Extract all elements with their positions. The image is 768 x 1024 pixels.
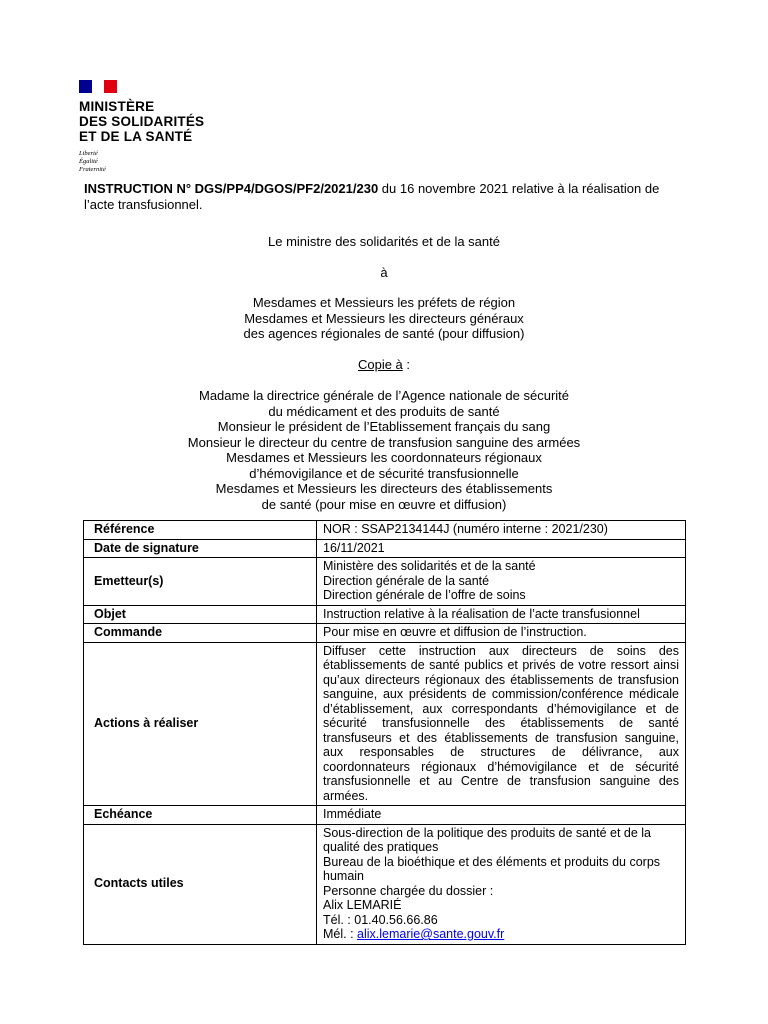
row-label: Actions à réaliser (84, 642, 317, 806)
contact-line: Sous-direction de la politique des produits de santé et de la qualité des pratiques (323, 825, 651, 854)
copy-recipient-line: Monsieur le président de l’Etablissement français du sang (217, 419, 551, 434)
email-link[interactable]: alix.lemarie@sante.gouv.fr (357, 927, 505, 941)
recipient-line: Mesdames et Messieurs les préfets de région (252, 295, 516, 310)
flag-red-band (104, 80, 117, 93)
recipient-line: des agences régionales de santé (pour diffusion) (243, 326, 525, 341)
copy-recipients (84, 388, 684, 512)
motto-line: Liberté (79, 150, 98, 157)
row-label: Commande (84, 624, 317, 643)
row-value: 16/11/2021 (317, 539, 686, 558)
sender: Le ministre des solidarités et de la santé (268, 234, 500, 249)
copy-recipient-line: de santé (pour mise en œuvre et diffusion) (261, 496, 507, 512)
instruction-subject: du 16 novembre 2021 relative à la réalisation de l’acte transfusionnel. (84, 181, 660, 212)
row-label: Emetteur(s) (84, 558, 317, 606)
to-word: à (380, 265, 388, 280)
ministry-line: DES SOLIDARITÉS (79, 114, 205, 129)
table-row-echeance (84, 806, 686, 825)
row-label: Référence (84, 521, 317, 540)
table-row-contacts (84, 824, 686, 944)
instruction-reference: INSTRUCTION N° DGS/PP4/DGOS/PF2/2021/230 (84, 181, 379, 196)
recipient-line: Mesdames et Messieurs les directeurs généraux (244, 310, 524, 326)
copy-recipient-line: Mesdames et Messieurs les directeurs des établissements (215, 481, 553, 496)
emetteur-line: Ministère des solidarités et de la santé (323, 559, 536, 573)
ministry-name (79, 99, 219, 144)
copy-suffix: : (402, 357, 411, 372)
flag-blue-band (79, 80, 92, 93)
contact-line: Bureau de la bioéthique et des éléments et produits du corps humain (323, 854, 661, 883)
motto-line: Égalité (79, 158, 98, 165)
flag-white-band (92, 80, 105, 93)
copy-recipient-line: Monsieur le directeur du centre de transfusion sanguine des armées (187, 434, 581, 450)
copy-heading (84, 357, 684, 373)
instruction-metadata-table (83, 520, 686, 945)
table-row-date (84, 539, 686, 558)
row-value: Immédiate (317, 806, 686, 825)
table-row-objet (84, 605, 686, 624)
ministry-logo (79, 80, 219, 174)
contact-line: Tél. : 01.40.56.66.86 (323, 912, 438, 927)
emetteur-line: Direction générale de l’offre de soins (323, 588, 526, 602)
copy-recipient-line: Mesdames et Messieurs les coordonnateurs régionaux (226, 450, 542, 465)
copy-recipient-line: du médicament et des produits de santé (268, 403, 500, 419)
ministry-line: MINISTÈRE (79, 99, 155, 114)
row-label: Echéance (84, 806, 317, 825)
ministry-line: ET DE LA SANTÉ (79, 129, 193, 144)
contact-line: Alix LEMARIÉ (323, 898, 402, 912)
row-label: Contacts utiles (84, 824, 317, 944)
row-value: Diffuser cette instruction aux directeurs de soins des établissements de santé publics et privés de votre ressort ainsi qu’aux directeurs régionaux des établissements de transfusion sanguine, aux présidents de commission/conférence médicale d’établissement, aux correspondants d’hémovigilance et de sécurité transfusionnelle des établissements de santé transfuseurs et des établissements de transfusion sanguine, aux responsables de structures de délivrance, aux coordonnateurs régionaux d’hémovigilance et de sécurité transfusionnelle et au Centre de transfusion sanguine des armées. (317, 642, 686, 806)
copy-recipient-line: Madame la directrice générale de l’Agence nationale de sécurité (199, 388, 569, 403)
row-value (317, 558, 686, 606)
row-value: NOR : SSAP2134144J (numéro interne : 2021/230) (317, 521, 686, 540)
row-label: Objet (84, 605, 317, 624)
motto-line: Fraternité (79, 166, 106, 173)
emetteur-line: Direction générale de la santé (323, 573, 490, 588)
row-value (317, 824, 686, 944)
row-label: Date de signature (84, 539, 317, 558)
copy-recipient-line: d’hémovigilance et de sécurité transfusionnelle (249, 465, 519, 481)
table-row-actions (84, 642, 686, 806)
instruction-title (84, 181, 689, 213)
republic-motto (79, 150, 219, 174)
email-prefix: Mél. : (323, 927, 358, 941)
contact-email-line (323, 927, 679, 942)
table-row-reference (84, 521, 686, 540)
contact-line: Personne chargée du dossier : (323, 883, 494, 898)
marianne-flag-icon (79, 80, 117, 93)
table-row-emetteurs (84, 558, 686, 606)
row-value: Pour mise en œuvre et diffusion de l’instruction. (317, 624, 686, 643)
copy-label: Copie à (357, 357, 403, 372)
table-row-commande (84, 624, 686, 643)
row-value: Instruction relative à la réalisation de l’acte transfusionnel (317, 605, 686, 624)
recipients (84, 295, 684, 342)
